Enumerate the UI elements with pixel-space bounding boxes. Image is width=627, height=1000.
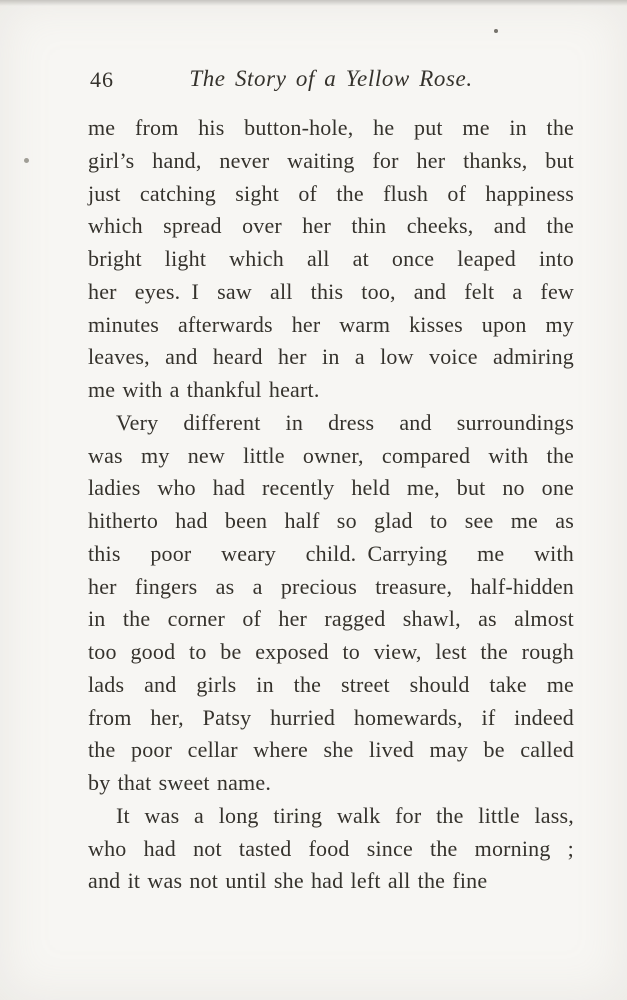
text-line: by that sweet name. bbox=[88, 770, 272, 795]
text-line: the poor cellar where she lived may be called bbox=[88, 737, 574, 763]
scan-speck bbox=[24, 158, 29, 163]
text-line: was my new little owner, compared with the bbox=[88, 442, 574, 468]
text-line: which spread over her thin cheeks, and the bbox=[88, 213, 574, 239]
text-line: bright light which all at once leaped into bbox=[88, 246, 574, 271]
text-line: hitherto had been half so glad to see me as bbox=[88, 508, 574, 533]
text-line: It was a long tiring walk for the little lass, bbox=[116, 802, 574, 828]
text-line: too good to be exposed to view, lest the rough bbox=[88, 639, 574, 664]
text-line: leaves, and heard her in a low voice admiring bbox=[88, 344, 574, 370]
paragraph bbox=[88, 407, 574, 800]
text-line: just catching sight of the flush of happiness bbox=[88, 180, 574, 206]
scan-edge-shadow bbox=[0, 0, 627, 6]
paragraph bbox=[88, 800, 574, 898]
text-line: who had not tasted food since the morning ; bbox=[88, 835, 574, 861]
text-line: Very different in dress and surroundings bbox=[116, 409, 574, 435]
paragraph bbox=[88, 112, 574, 407]
text-line: me from his button-hole, he put me in the bbox=[88, 115, 574, 140]
text-line: in the corner of her ragged shawl, as almost bbox=[88, 606, 574, 632]
text-line: her eyes. I saw all this too, and felt a few bbox=[88, 278, 574, 304]
text-line: this poor weary child. Carrying me with bbox=[88, 540, 574, 566]
text-line: ladies who had recently held me, but no one bbox=[88, 475, 574, 501]
page-header bbox=[88, 66, 574, 99]
text-line: minutes afterwards her warm kisses upon my bbox=[88, 311, 574, 337]
text-line: lads and girls in the street should take me bbox=[88, 671, 574, 697]
text-line: her fingers as a precious treasure, half-hidden bbox=[88, 573, 574, 599]
page-number: 46 bbox=[90, 67, 114, 92]
text-line: me with a thankful heart. bbox=[88, 377, 320, 402]
running-title: The Story of a Yellow Rose. bbox=[189, 66, 473, 91]
text-line: girl’s hand, never waiting for her thanks, but bbox=[88, 147, 574, 173]
page-body bbox=[88, 112, 574, 898]
text-line: and it was not until she had left all the fine bbox=[88, 868, 488, 894]
text-line: from her, Patsy hurried homewards, if indeed bbox=[88, 704, 574, 730]
scan-speck bbox=[494, 29, 498, 33]
